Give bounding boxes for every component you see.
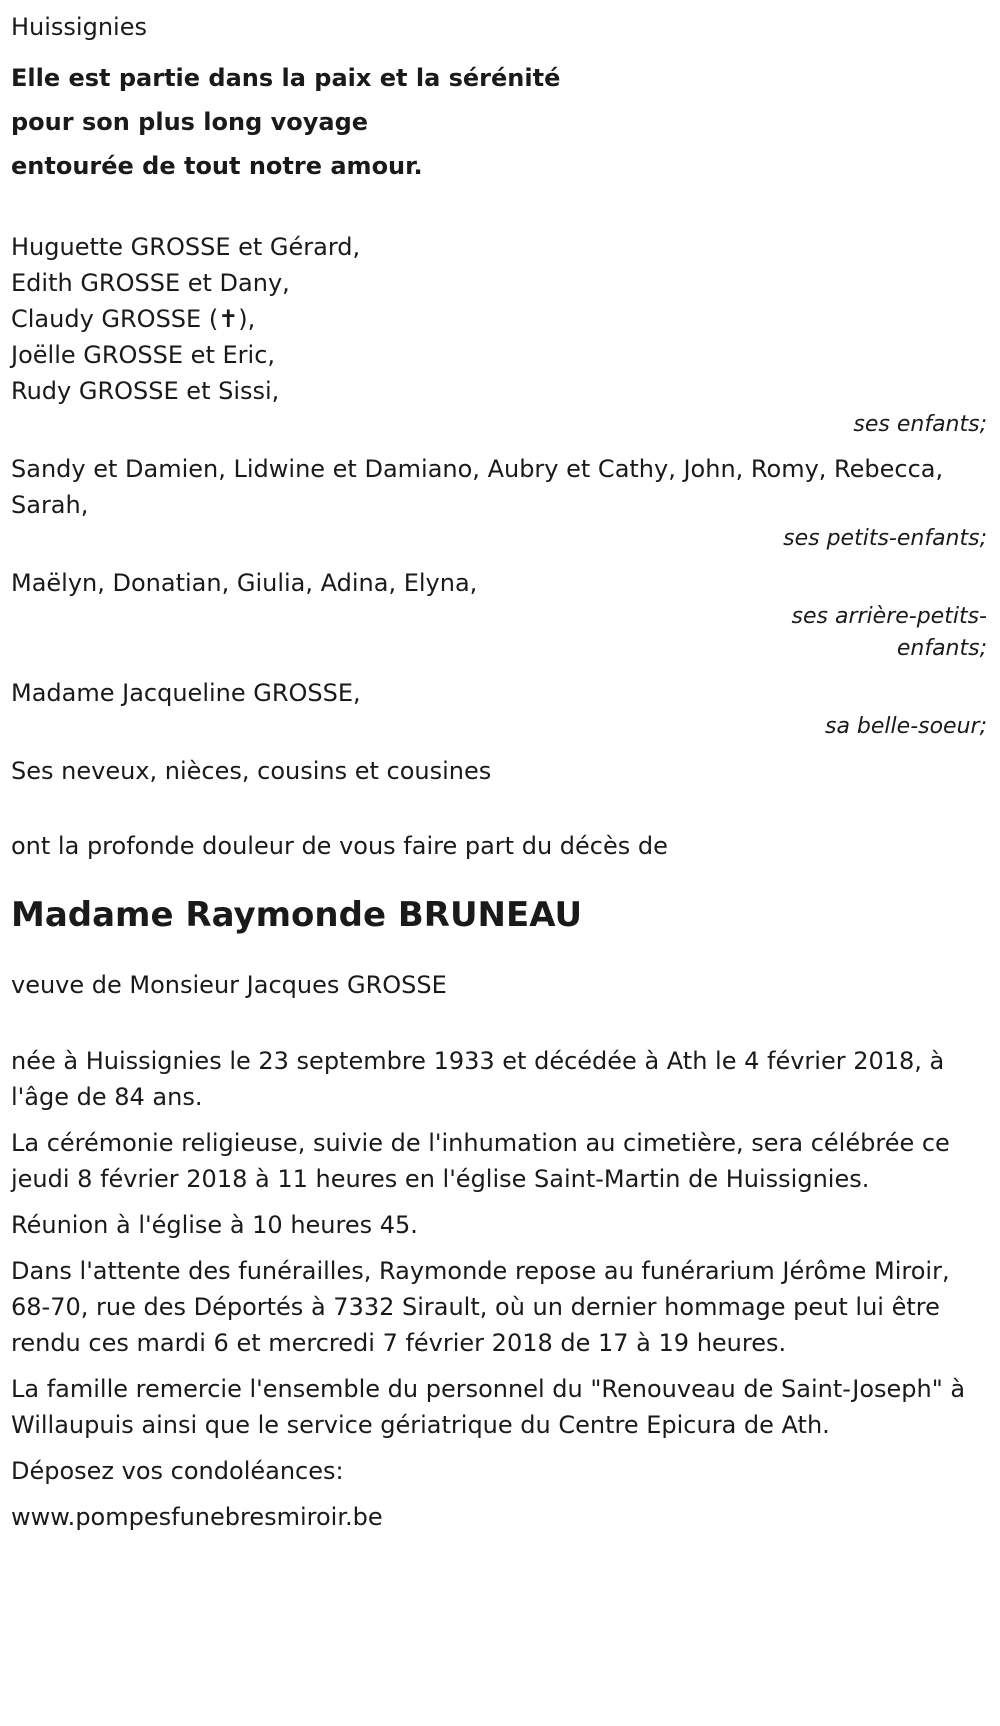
ceremony-paragraph: La cérémonie religieuse, suivie de l'inhumation au cimetière, sera célébrée ce jeudi 8 février 2018 à 11 heures en l'église Saint-Martin de Huissignies. [11, 1129, 950, 1193]
children-list [11, 229, 989, 409]
children-role: ses enfants; [853, 412, 987, 437]
child-entry: Claudy GROSSE (✝), [11, 305, 256, 333]
meeting-paragraph: Réunion à l'église à 10 heures 45. [11, 1211, 418, 1239]
announcement: ont la profonde douleur de vous faire part du décès de [11, 832, 668, 860]
sister-in-law: Madame Jacqueline GROSSE, [11, 679, 361, 707]
sister-in-law-role: sa belle-soeur; [825, 714, 987, 739]
relatives: Ses neveux, nièces, cousins et cousines [11, 757, 492, 785]
thanks-paragraph: La famille remercie l'ensemble du personnel du "Renouveau de Saint-Joseph" à Willaupuis ainsi que le service gériatrique du Centre Epicura de Ath. [11, 1375, 966, 1439]
verse-line: Elle est partie dans la paix et la sérénité [11, 64, 561, 92]
grandchildren-role: ses petits-enfants; [783, 526, 987, 551]
details [11, 1043, 989, 1535]
widow-of: veuve de Monsieur Jacques GROSSE [11, 971, 447, 999]
birth-death-paragraph: née à Huissignies le 23 septembre 1933 et décédée à Ath le 4 février 2018, à l'âge de 84 ans. [11, 1047, 945, 1111]
child-entry: Edith GROSSE et Dany, [11, 269, 290, 297]
condolences-label: Déposez vos condoléances: [11, 1457, 344, 1485]
child-entry: Huguette GROSSE et Gérard, [11, 233, 361, 261]
great-grandchildren: Maëlyn, Donatian, Giulia, Adina, Elyna, [11, 569, 478, 597]
deceased-name: Madame Raymonde BRUNEAU [11, 895, 583, 935]
website-link[interactable]: www.pompesfunebresmiroir.be [11, 1503, 383, 1531]
verse-line: pour son plus long voyage [11, 108, 369, 136]
verse-line: entourée de tout notre amour. [11, 152, 423, 180]
funerarium-paragraph: Dans l'attente des funérailles, Raymonde repose au funérarium Jérôme Miroir, 68-70, rue des Déportés à 7332 Sirault, où un dernier hommage peut lui être rendu ces mardi 6 et mercredi 7 février 2018 de 17 à 19 heures. [11, 1257, 950, 1357]
great-grandchildren-role-line2: enfants; [896, 636, 987, 661]
great-grandchildren-role-line1: ses arrière-petits- [791, 604, 987, 629]
child-entry: Joëlle GROSSE et Eric, [11, 341, 276, 369]
verse [11, 53, 989, 191]
location: Huissignies [11, 13, 147, 41]
grandchildren: Sandy et Damien, Lidwine et Damiano, Aubry et Cathy, John, Romy, Rebecca, Sarah, [11, 455, 944, 519]
child-entry: Rudy GROSSE et Sissi, [11, 377, 280, 405]
